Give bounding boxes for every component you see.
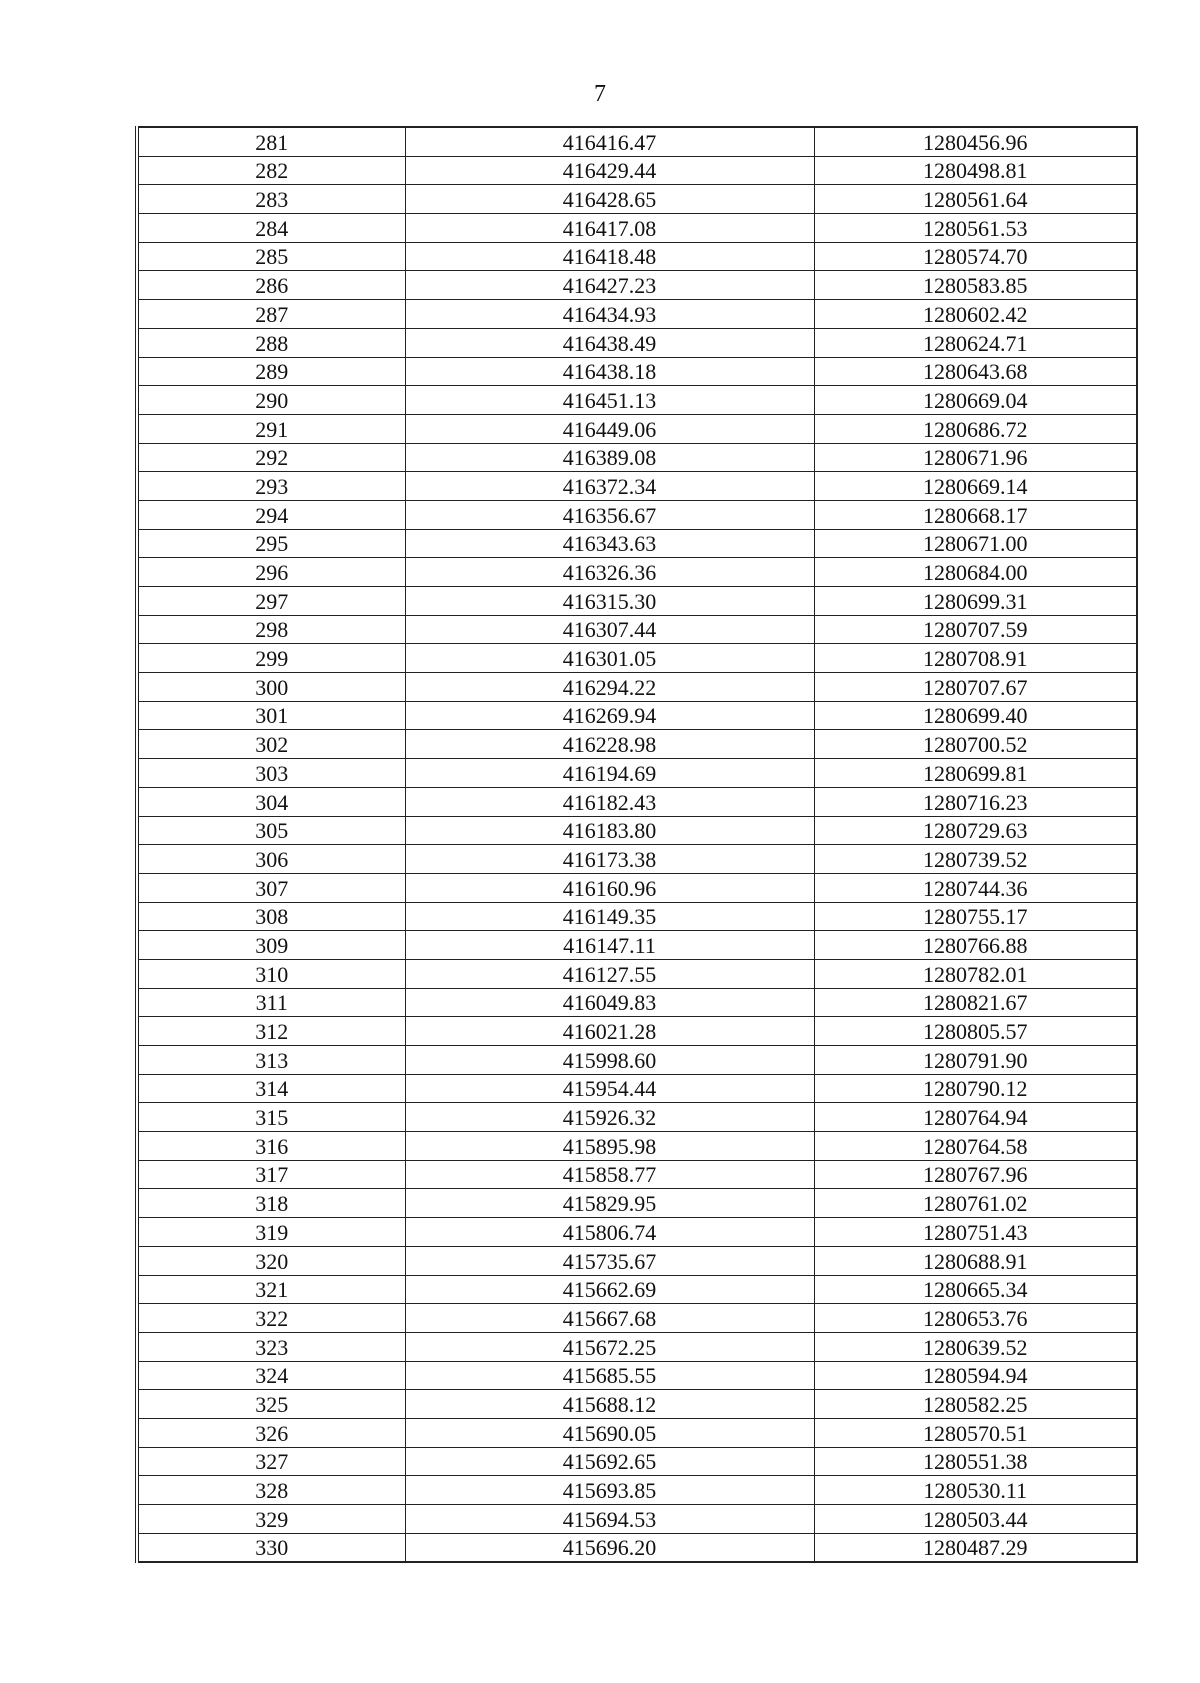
point-number-cell: 304 [137, 787, 405, 816]
point-number-cell: 309 [137, 931, 405, 960]
page-number: 7 [594, 81, 606, 107]
x-coordinate-cell: 415685.55 [405, 1361, 814, 1390]
y-coordinate-cell: 1280764.94 [814, 1103, 1137, 1132]
y-coordinate-cell: 1280574.70 [814, 242, 1137, 271]
x-coordinate-cell: 415662.69 [405, 1275, 814, 1304]
x-coordinate-cell: 416451.13 [405, 386, 814, 415]
x-coordinate-cell: 416372.34 [405, 472, 814, 501]
x-coordinate-cell: 416183.80 [405, 816, 814, 845]
point-number-cell: 303 [137, 759, 405, 788]
table-row [137, 615, 1137, 644]
point-number-cell: 307 [137, 873, 405, 902]
y-coordinate-cell: 1280782.01 [814, 959, 1137, 988]
point-number-cell: 314 [137, 1074, 405, 1103]
x-coordinate-cell: 415895.98 [405, 1132, 814, 1161]
table-row [137, 1046, 1137, 1075]
table-row [137, 1505, 1137, 1534]
y-coordinate-cell: 1280716.23 [814, 787, 1137, 816]
table-row [137, 242, 1137, 271]
point-number-cell: 329 [137, 1505, 405, 1534]
y-coordinate-cell: 1280671.96 [814, 443, 1137, 472]
y-coordinate-cell: 1280764.58 [814, 1132, 1137, 1161]
x-coordinate-cell: 416326.36 [405, 558, 814, 587]
point-number-cell: 281 [137, 127, 405, 156]
table-row [137, 127, 1137, 156]
point-number-cell: 310 [137, 959, 405, 988]
x-coordinate-cell: 415735.67 [405, 1246, 814, 1275]
y-coordinate-cell: 1280699.81 [814, 759, 1137, 788]
point-number-cell: 311 [137, 988, 405, 1017]
x-coordinate-cell: 416269.94 [405, 701, 814, 730]
table-row [137, 931, 1137, 960]
x-coordinate-cell: 415692.65 [405, 1447, 814, 1476]
table-row [137, 1332, 1137, 1361]
x-coordinate-cell: 416021.28 [405, 1017, 814, 1046]
y-coordinate-cell: 1280669.04 [814, 386, 1137, 415]
point-number-cell: 284 [137, 214, 405, 243]
x-coordinate-cell: 416416.47 [405, 127, 814, 156]
point-number-cell: 295 [137, 529, 405, 558]
x-coordinate-cell: 415694.53 [405, 1505, 814, 1534]
table-row [137, 1275, 1137, 1304]
point-number-cell: 287 [137, 300, 405, 329]
point-number-cell: 291 [137, 414, 405, 443]
point-number-cell: 313 [137, 1046, 405, 1075]
point-number-cell: 302 [137, 730, 405, 759]
y-coordinate-cell: 1280791.90 [814, 1046, 1137, 1075]
x-coordinate-cell: 416429.44 [405, 156, 814, 185]
y-coordinate-cell: 1280686.72 [814, 414, 1137, 443]
table-row [137, 1361, 1137, 1390]
x-coordinate-cell: 415858.77 [405, 1160, 814, 1189]
table-row [137, 1017, 1137, 1046]
table-row [137, 1218, 1137, 1247]
y-coordinate-cell: 1280594.94 [814, 1361, 1137, 1390]
y-coordinate-cell: 1280665.34 [814, 1275, 1137, 1304]
y-coordinate-cell: 1280684.00 [814, 558, 1137, 587]
table-row [137, 959, 1137, 988]
point-number-cell: 294 [137, 500, 405, 529]
x-coordinate-cell: 415672.25 [405, 1332, 814, 1361]
y-coordinate-cell: 1280761.02 [814, 1189, 1137, 1218]
coordinates-table [135, 126, 1138, 1563]
y-coordinate-cell: 1280653.76 [814, 1304, 1137, 1333]
point-number-cell: 321 [137, 1275, 405, 1304]
coordinates-table-body [137, 127, 1137, 1562]
table-row [137, 386, 1137, 415]
x-coordinate-cell: 415829.95 [405, 1189, 814, 1218]
point-number-cell: 305 [137, 816, 405, 845]
table-row [137, 328, 1137, 357]
table-row [137, 1447, 1137, 1476]
y-coordinate-cell: 1280639.52 [814, 1332, 1137, 1361]
table-row [137, 443, 1137, 472]
x-coordinate-cell: 416343.63 [405, 529, 814, 558]
x-coordinate-cell: 415696.20 [405, 1533, 814, 1562]
point-number-cell: 308 [137, 902, 405, 931]
y-coordinate-cell: 1280669.14 [814, 472, 1137, 501]
point-number-cell: 322 [137, 1304, 405, 1333]
x-coordinate-cell: 416173.38 [405, 845, 814, 874]
table-row [137, 156, 1137, 185]
y-coordinate-cell: 1280805.57 [814, 1017, 1137, 1046]
x-coordinate-cell: 416417.08 [405, 214, 814, 243]
point-number-cell: 299 [137, 644, 405, 673]
point-number-cell: 318 [137, 1189, 405, 1218]
y-coordinate-cell: 1280530.11 [814, 1476, 1137, 1505]
x-coordinate-cell: 416428.65 [405, 185, 814, 214]
table-row [137, 873, 1137, 902]
x-coordinate-cell: 416294.22 [405, 673, 814, 702]
y-coordinate-cell: 1280643.68 [814, 357, 1137, 386]
x-coordinate-cell: 416389.08 [405, 443, 814, 472]
y-coordinate-cell: 1280671.00 [814, 529, 1137, 558]
y-coordinate-cell: 1280755.17 [814, 902, 1137, 931]
point-number-cell: 298 [137, 615, 405, 644]
y-coordinate-cell: 1280570.51 [814, 1418, 1137, 1447]
y-coordinate-cell: 1280561.53 [814, 214, 1137, 243]
point-number-cell: 296 [137, 558, 405, 587]
table-row [137, 1103, 1137, 1132]
y-coordinate-cell: 1280744.36 [814, 873, 1137, 902]
x-coordinate-cell: 416307.44 [405, 615, 814, 644]
y-coordinate-cell: 1280624.71 [814, 328, 1137, 357]
y-coordinate-cell: 1280487.29 [814, 1533, 1137, 1562]
y-coordinate-cell: 1280688.91 [814, 1246, 1137, 1275]
y-coordinate-cell: 1280602.42 [814, 300, 1137, 329]
y-coordinate-cell: 1280739.52 [814, 845, 1137, 874]
table-row [137, 414, 1137, 443]
table-row [137, 587, 1137, 616]
point-number-cell: 286 [137, 271, 405, 300]
x-coordinate-cell: 415688.12 [405, 1390, 814, 1419]
point-number-cell: 328 [137, 1476, 405, 1505]
x-coordinate-cell: 416049.83 [405, 988, 814, 1017]
y-coordinate-cell: 1280551.38 [814, 1447, 1137, 1476]
table-row [137, 673, 1137, 702]
y-coordinate-cell: 1280456.96 [814, 127, 1137, 156]
point-number-cell: 330 [137, 1533, 405, 1562]
y-coordinate-cell: 1280583.85 [814, 271, 1137, 300]
point-number-cell: 283 [137, 185, 405, 214]
x-coordinate-cell: 415690.05 [405, 1418, 814, 1447]
x-coordinate-cell: 416194.69 [405, 759, 814, 788]
point-number-cell: 282 [137, 156, 405, 185]
point-number-cell: 292 [137, 443, 405, 472]
x-coordinate-cell: 415998.60 [405, 1046, 814, 1075]
x-coordinate-cell: 416418.48 [405, 242, 814, 271]
table-row [137, 300, 1137, 329]
table-row [137, 1189, 1137, 1218]
y-coordinate-cell: 1280707.59 [814, 615, 1137, 644]
y-coordinate-cell: 1280751.43 [814, 1218, 1137, 1247]
x-coordinate-cell: 416449.06 [405, 414, 814, 443]
x-coordinate-cell: 416301.05 [405, 644, 814, 673]
point-number-cell: 317 [137, 1160, 405, 1189]
table-row [137, 988, 1137, 1017]
y-coordinate-cell: 1280729.63 [814, 816, 1137, 845]
x-coordinate-cell: 415667.68 [405, 1304, 814, 1333]
table-row [137, 357, 1137, 386]
x-coordinate-cell: 416438.49 [405, 328, 814, 357]
point-number-cell: 301 [137, 701, 405, 730]
y-coordinate-cell: 1280700.52 [814, 730, 1137, 759]
y-coordinate-cell: 1280503.44 [814, 1505, 1137, 1534]
point-number-cell: 288 [137, 328, 405, 357]
y-coordinate-cell: 1280708.91 [814, 644, 1137, 673]
y-coordinate-cell: 1280821.67 [814, 988, 1137, 1017]
table-row [137, 1074, 1137, 1103]
point-number-cell: 306 [137, 845, 405, 874]
table-row [137, 472, 1137, 501]
table-row [137, 1246, 1137, 1275]
point-number-cell: 323 [137, 1332, 405, 1361]
table-row [137, 787, 1137, 816]
table-row [137, 1132, 1137, 1161]
table-row [137, 1533, 1137, 1562]
table-row [137, 1390, 1137, 1419]
x-coordinate-cell: 416182.43 [405, 787, 814, 816]
table-row [137, 185, 1137, 214]
x-coordinate-cell: 416228.98 [405, 730, 814, 759]
table-row [137, 1476, 1137, 1505]
table-row [137, 845, 1137, 874]
x-coordinate-cell: 416147.11 [405, 931, 814, 960]
table-row [137, 730, 1137, 759]
point-number-cell: 285 [137, 242, 405, 271]
point-number-cell: 293 [137, 472, 405, 501]
point-number-cell: 316 [137, 1132, 405, 1161]
x-coordinate-cell: 416356.67 [405, 500, 814, 529]
point-number-cell: 290 [137, 386, 405, 415]
y-coordinate-cell: 1280766.88 [814, 931, 1137, 960]
point-number-cell: 315 [137, 1103, 405, 1132]
table-row [137, 1160, 1137, 1189]
table-row [137, 902, 1137, 931]
y-coordinate-cell: 1280767.96 [814, 1160, 1137, 1189]
point-number-cell: 297 [137, 587, 405, 616]
x-coordinate-cell: 416438.18 [405, 357, 814, 386]
y-coordinate-cell: 1280582.25 [814, 1390, 1137, 1419]
table-row [137, 500, 1137, 529]
table-row [137, 816, 1137, 845]
point-number-cell: 320 [137, 1246, 405, 1275]
y-coordinate-cell: 1280707.67 [814, 673, 1137, 702]
point-number-cell: 300 [137, 673, 405, 702]
point-number-cell: 327 [137, 1447, 405, 1476]
x-coordinate-cell: 415926.32 [405, 1103, 814, 1132]
table-row [137, 271, 1137, 300]
x-coordinate-cell: 416160.96 [405, 873, 814, 902]
point-number-cell: 319 [137, 1218, 405, 1247]
table-row [137, 644, 1137, 673]
table-row [137, 1304, 1137, 1333]
y-coordinate-cell: 1280561.64 [814, 185, 1137, 214]
x-coordinate-cell: 415954.44 [405, 1074, 814, 1103]
x-coordinate-cell: 416434.93 [405, 300, 814, 329]
point-number-cell: 312 [137, 1017, 405, 1046]
table-row [137, 214, 1137, 243]
table-row [137, 529, 1137, 558]
x-coordinate-cell: 416315.30 [405, 587, 814, 616]
table-row [137, 558, 1137, 587]
point-number-cell: 326 [137, 1418, 405, 1447]
y-coordinate-cell: 1280498.81 [814, 156, 1137, 185]
y-coordinate-cell: 1280699.31 [814, 587, 1137, 616]
x-coordinate-cell: 415806.74 [405, 1218, 814, 1247]
x-coordinate-cell: 416427.23 [405, 271, 814, 300]
x-coordinate-cell: 416149.35 [405, 902, 814, 931]
point-number-cell: 325 [137, 1390, 405, 1419]
table-row [137, 701, 1137, 730]
y-coordinate-cell: 1280668.17 [814, 500, 1137, 529]
y-coordinate-cell: 1280699.40 [814, 701, 1137, 730]
point-number-cell: 324 [137, 1361, 405, 1390]
table-row [137, 1418, 1137, 1447]
x-coordinate-cell: 415693.85 [405, 1476, 814, 1505]
y-coordinate-cell: 1280790.12 [814, 1074, 1137, 1103]
point-number-cell: 289 [137, 357, 405, 386]
table-row [137, 759, 1137, 788]
x-coordinate-cell: 416127.55 [405, 959, 814, 988]
